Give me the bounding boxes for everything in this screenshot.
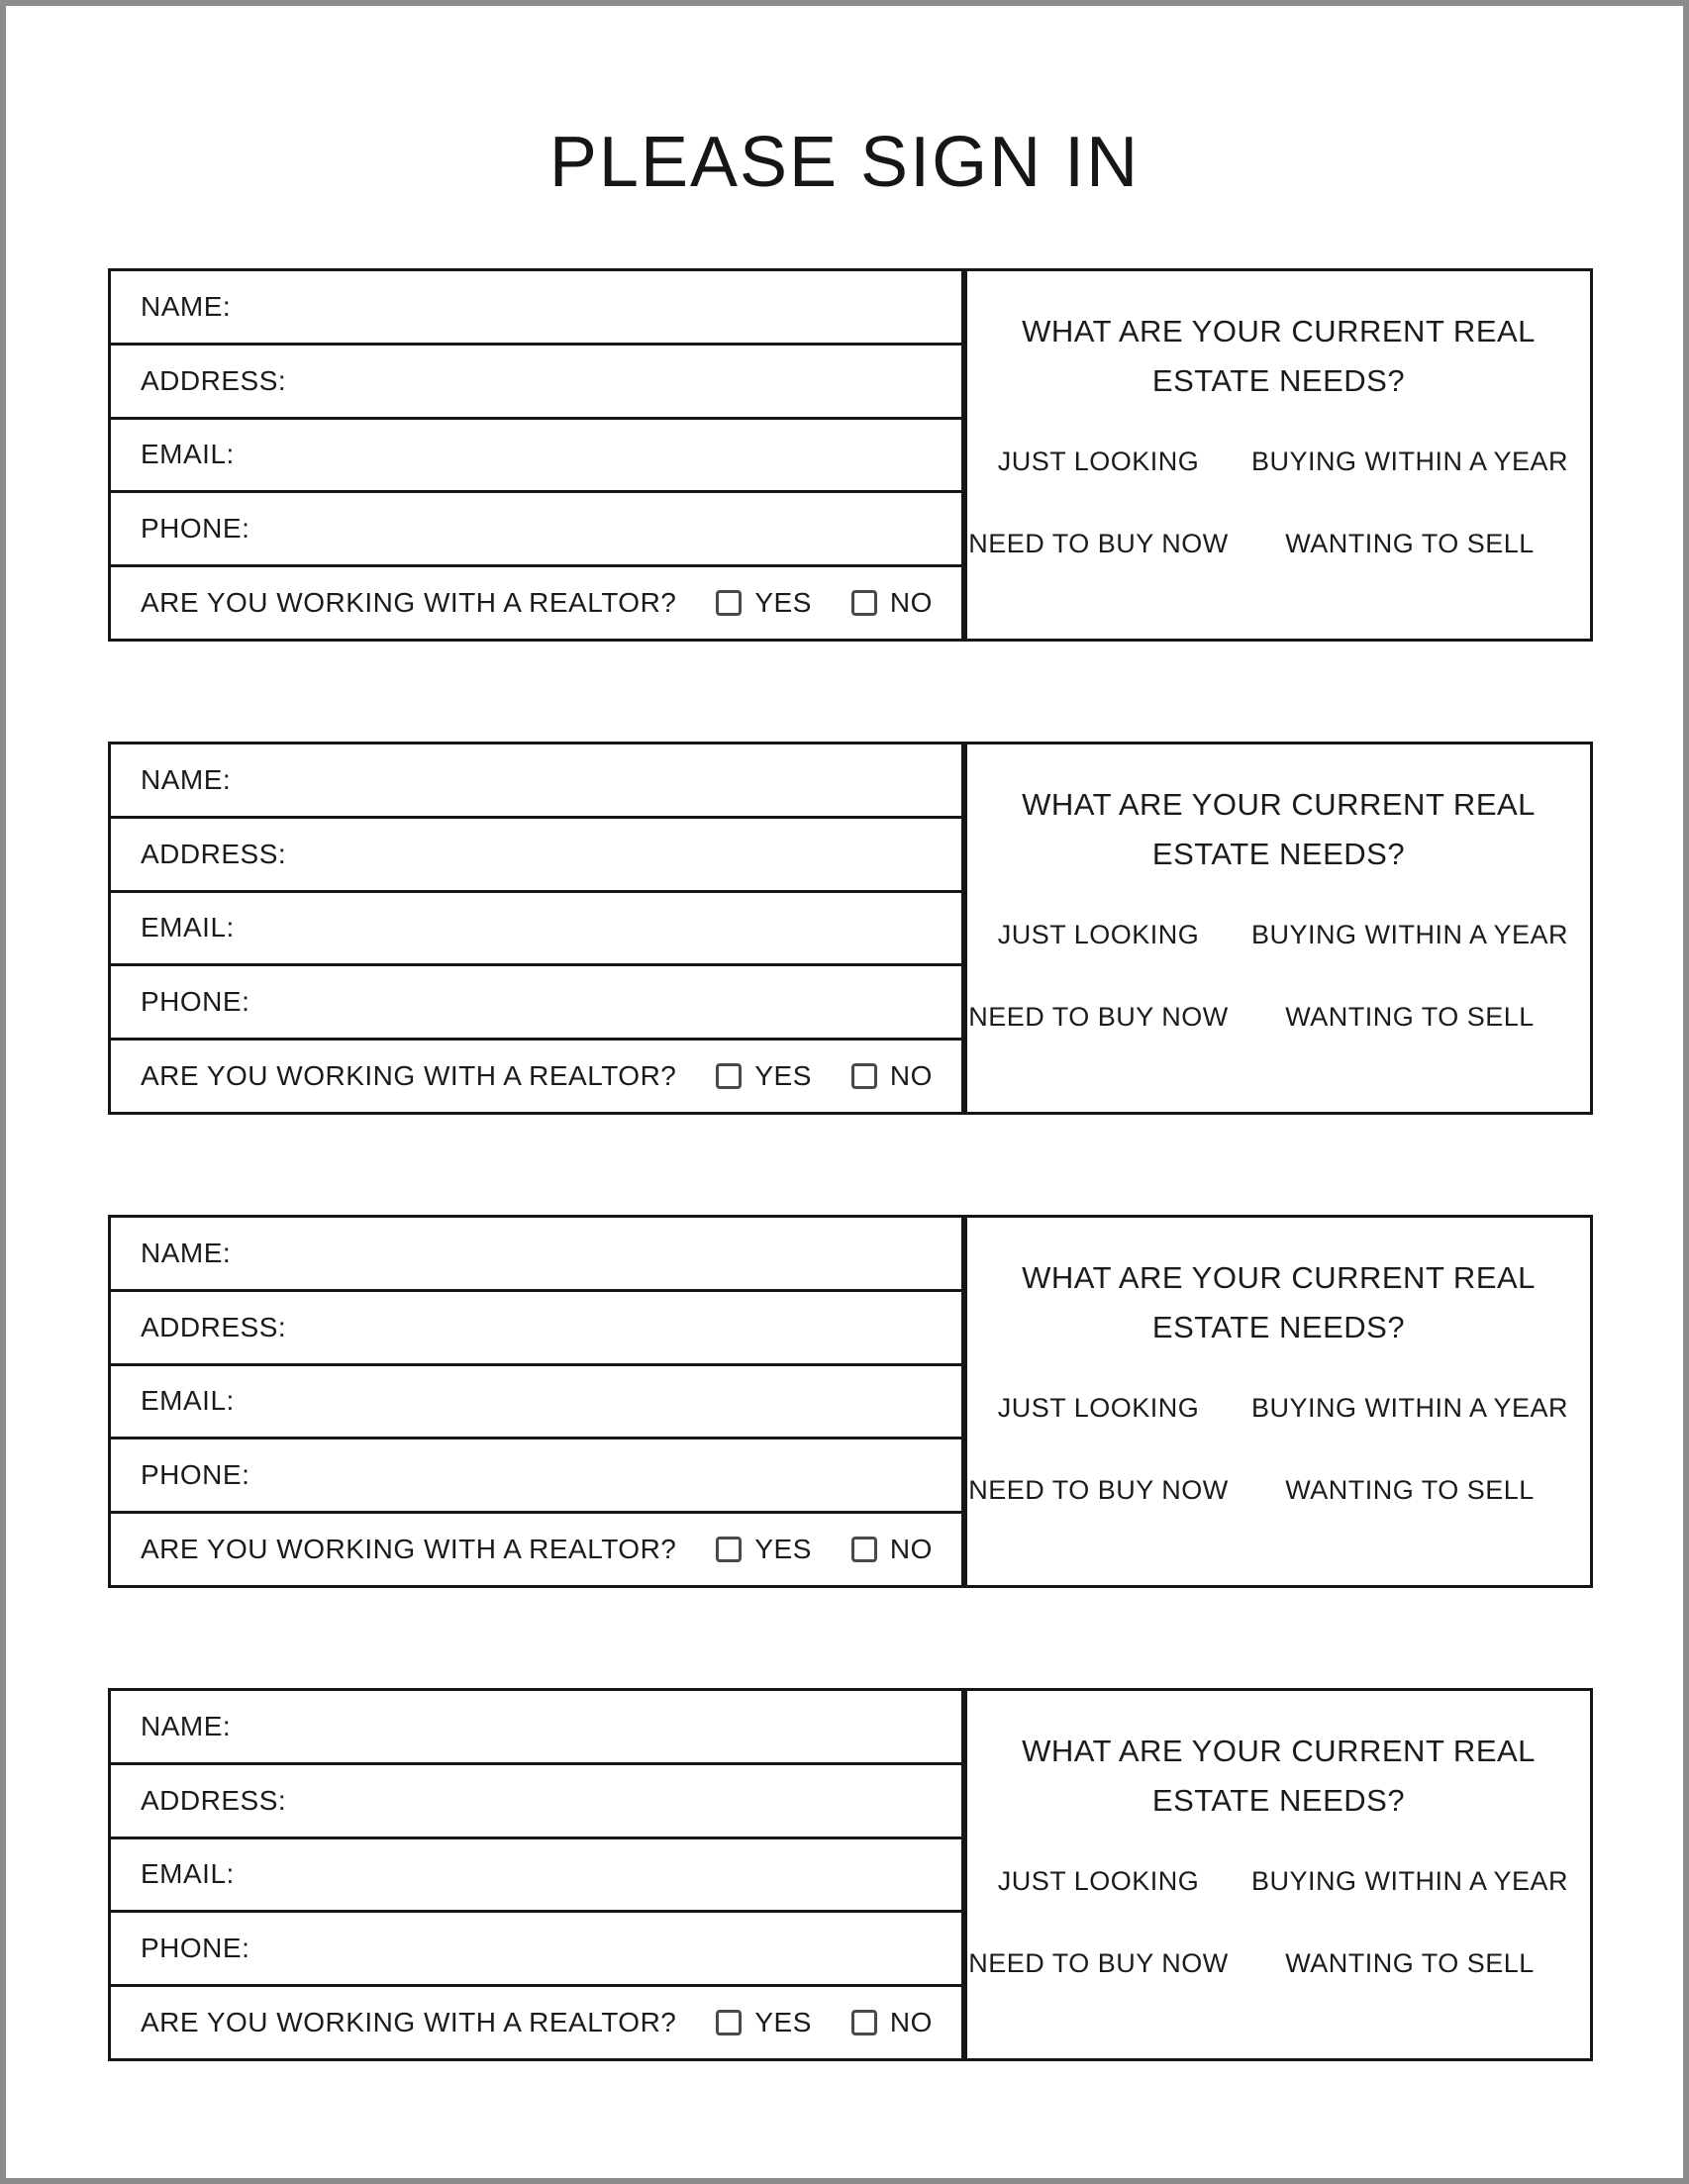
phone-field-label: PHONE: xyxy=(141,986,250,1018)
address-field-label: ADDRESS: xyxy=(141,838,287,869)
option-just-looking[interactable]: JUST LOOKING xyxy=(997,1866,1200,1897)
name-field-input[interactable] xyxy=(231,1691,961,1762)
email-field-input[interactable] xyxy=(235,1839,961,1911)
name-field-row xyxy=(111,271,961,346)
yes-label: YES xyxy=(754,587,812,619)
realtor-question-row xyxy=(111,1041,961,1112)
needs-panel xyxy=(964,268,1593,642)
email-field-row xyxy=(111,420,961,494)
needs-heading: WHAT ARE YOUR CURRENT REAL ESTATE NEEDS? xyxy=(1022,1734,1536,1818)
address-field-row xyxy=(111,1765,961,1839)
realtor-yes-option xyxy=(716,1060,812,1092)
phone-field-input[interactable] xyxy=(249,493,961,564)
name-field-input[interactable] xyxy=(231,271,961,343)
yes-label: YES xyxy=(754,1060,812,1092)
yes-checkbox[interactable] xyxy=(716,1063,742,1089)
realtor-question-row xyxy=(111,1987,961,2058)
realtor-yes-option xyxy=(716,587,812,619)
option-wanting-to-sell[interactable]: WANTING TO SELL xyxy=(1285,1002,1535,1033)
no-label: NO xyxy=(889,2007,933,2038)
phone-field-label: PHONE: xyxy=(141,513,250,545)
contact-fields-table xyxy=(108,1215,964,1588)
needs-panel xyxy=(964,1688,1593,2061)
address-field-input[interactable] xyxy=(286,1292,961,1363)
email-field-input[interactable] xyxy=(235,893,961,964)
address-field-row xyxy=(111,346,961,420)
name-field-row xyxy=(111,1218,961,1292)
option-wanting-to-sell[interactable]: WANTING TO SELL xyxy=(1285,529,1535,559)
yes-checkbox[interactable] xyxy=(716,2010,742,2035)
yes-checkbox[interactable] xyxy=(716,590,742,616)
yes-checkbox[interactable] xyxy=(716,1537,742,1562)
contact-fields-table xyxy=(108,1688,964,2061)
realtor-no-option xyxy=(851,1534,933,1565)
sign-in-block xyxy=(108,1215,1593,1588)
realtor-question-label: ARE YOU WORKING WITH A REALTOR? xyxy=(141,587,677,619)
option-wanting-to-sell[interactable]: WANTING TO SELL xyxy=(1285,1475,1535,1506)
sign-in-block xyxy=(108,1688,1593,2061)
address-field-label: ADDRESS: xyxy=(141,1784,287,1816)
option-need-to-buy-now[interactable]: NEED TO BUY NOW xyxy=(968,1002,1229,1033)
realtor-yes-option xyxy=(716,1534,812,1565)
no-checkbox[interactable] xyxy=(851,1537,877,1562)
phone-field-label: PHONE: xyxy=(141,1933,250,1964)
yes-label: YES xyxy=(754,2007,812,2038)
needs-heading: WHAT ARE YOUR CURRENT REAL ESTATE NEEDS? xyxy=(1022,1260,1536,1344)
option-buying-within-a-year[interactable]: BUYING WITHIN A YEAR xyxy=(1250,920,1569,950)
name-field-label: NAME: xyxy=(141,290,232,322)
realtor-question-label: ARE YOU WORKING WITH A REALTOR? xyxy=(141,1060,677,1092)
no-label: NO xyxy=(889,1534,933,1565)
phone-field-row xyxy=(111,966,961,1041)
realtor-question-label: ARE YOU WORKING WITH A REALTOR? xyxy=(141,2007,677,2038)
realtor-question-label: ARE YOU WORKING WITH A REALTOR? xyxy=(141,1534,677,1565)
email-field-label: EMAIL: xyxy=(141,439,235,470)
phone-field-input[interactable] xyxy=(249,1439,961,1511)
realtor-no-option xyxy=(851,587,933,619)
phone-field-row xyxy=(111,1913,961,1987)
needs-options xyxy=(967,1393,1590,1506)
needs-options xyxy=(967,447,1590,559)
phone-field-input[interactable] xyxy=(249,966,961,1038)
email-field-row xyxy=(111,1839,961,1914)
option-buying-within-a-year[interactable]: BUYING WITHIN A YEAR xyxy=(1250,447,1569,477)
yes-label: YES xyxy=(754,1534,812,1565)
name-field-label: NAME: xyxy=(141,1710,232,1741)
sign-in-block xyxy=(108,742,1593,1115)
needs-options xyxy=(967,1866,1590,1979)
realtor-question-row xyxy=(111,567,961,639)
contact-fields-table xyxy=(108,742,964,1115)
email-field-input[interactable] xyxy=(235,1366,961,1438)
no-checkbox[interactable] xyxy=(851,1063,877,1089)
address-field-label: ADDRESS: xyxy=(141,1311,287,1342)
phone-field-input[interactable] xyxy=(249,1913,961,1984)
option-buying-within-a-year[interactable]: BUYING WITHIN A YEAR xyxy=(1250,1866,1569,1897)
option-wanting-to-sell[interactable]: WANTING TO SELL xyxy=(1285,1948,1535,1979)
needs-options xyxy=(967,920,1590,1033)
sign-in-block xyxy=(108,268,1593,642)
name-field-input[interactable] xyxy=(231,1218,961,1289)
needs-panel xyxy=(964,742,1593,1115)
option-just-looking[interactable]: JUST LOOKING xyxy=(997,920,1200,950)
no-checkbox[interactable] xyxy=(851,590,877,616)
realtor-yes-option xyxy=(716,2007,812,2038)
realtor-question-row xyxy=(111,1514,961,1585)
email-field-input[interactable] xyxy=(235,420,961,491)
address-field-input[interactable] xyxy=(286,819,961,890)
option-need-to-buy-now[interactable]: NEED TO BUY NOW xyxy=(968,1948,1229,1979)
name-field-row xyxy=(111,745,961,819)
option-just-looking[interactable]: JUST LOOKING xyxy=(997,447,1200,477)
option-need-to-buy-now[interactable]: NEED TO BUY NOW xyxy=(968,529,1229,559)
name-field-label: NAME: xyxy=(141,763,232,795)
address-field-row xyxy=(111,1292,961,1366)
option-buying-within-a-year[interactable]: BUYING WITHIN A YEAR xyxy=(1250,1393,1569,1424)
phone-field-row xyxy=(111,1439,961,1514)
no-label: NO xyxy=(889,587,933,619)
email-field-label: EMAIL: xyxy=(141,1858,235,1890)
needs-heading: WHAT ARE YOUR CURRENT REAL ESTATE NEEDS? xyxy=(1022,314,1536,398)
needs-heading: WHAT ARE YOUR CURRENT REAL ESTATE NEEDS? xyxy=(1022,787,1536,871)
option-just-looking[interactable]: JUST LOOKING xyxy=(997,1393,1200,1424)
needs-panel xyxy=(964,1215,1593,1588)
realtor-no-option xyxy=(851,2007,933,2038)
name-field-row xyxy=(111,1691,961,1765)
address-field-label: ADDRESS: xyxy=(141,364,287,396)
address-field-input[interactable] xyxy=(286,346,961,417)
address-field-input[interactable] xyxy=(286,1765,961,1837)
phone-field-label: PHONE: xyxy=(141,1459,250,1491)
name-field-input[interactable] xyxy=(231,745,961,816)
contact-fields-table xyxy=(108,268,964,642)
name-field-label: NAME: xyxy=(141,1237,232,1268)
email-field-label: EMAIL: xyxy=(141,1385,235,1417)
phone-field-row xyxy=(111,493,961,567)
no-label: NO xyxy=(889,1060,933,1092)
option-need-to-buy-now[interactable]: NEED TO BUY NOW xyxy=(968,1475,1229,1506)
email-field-label: EMAIL: xyxy=(141,912,235,943)
realtor-no-option xyxy=(851,1060,933,1092)
no-checkbox[interactable] xyxy=(851,2010,877,2035)
address-field-row xyxy=(111,819,961,893)
email-field-row xyxy=(111,893,961,967)
page-title: PLEASE SIGN IN xyxy=(548,123,1141,202)
email-field-row xyxy=(111,1366,961,1440)
